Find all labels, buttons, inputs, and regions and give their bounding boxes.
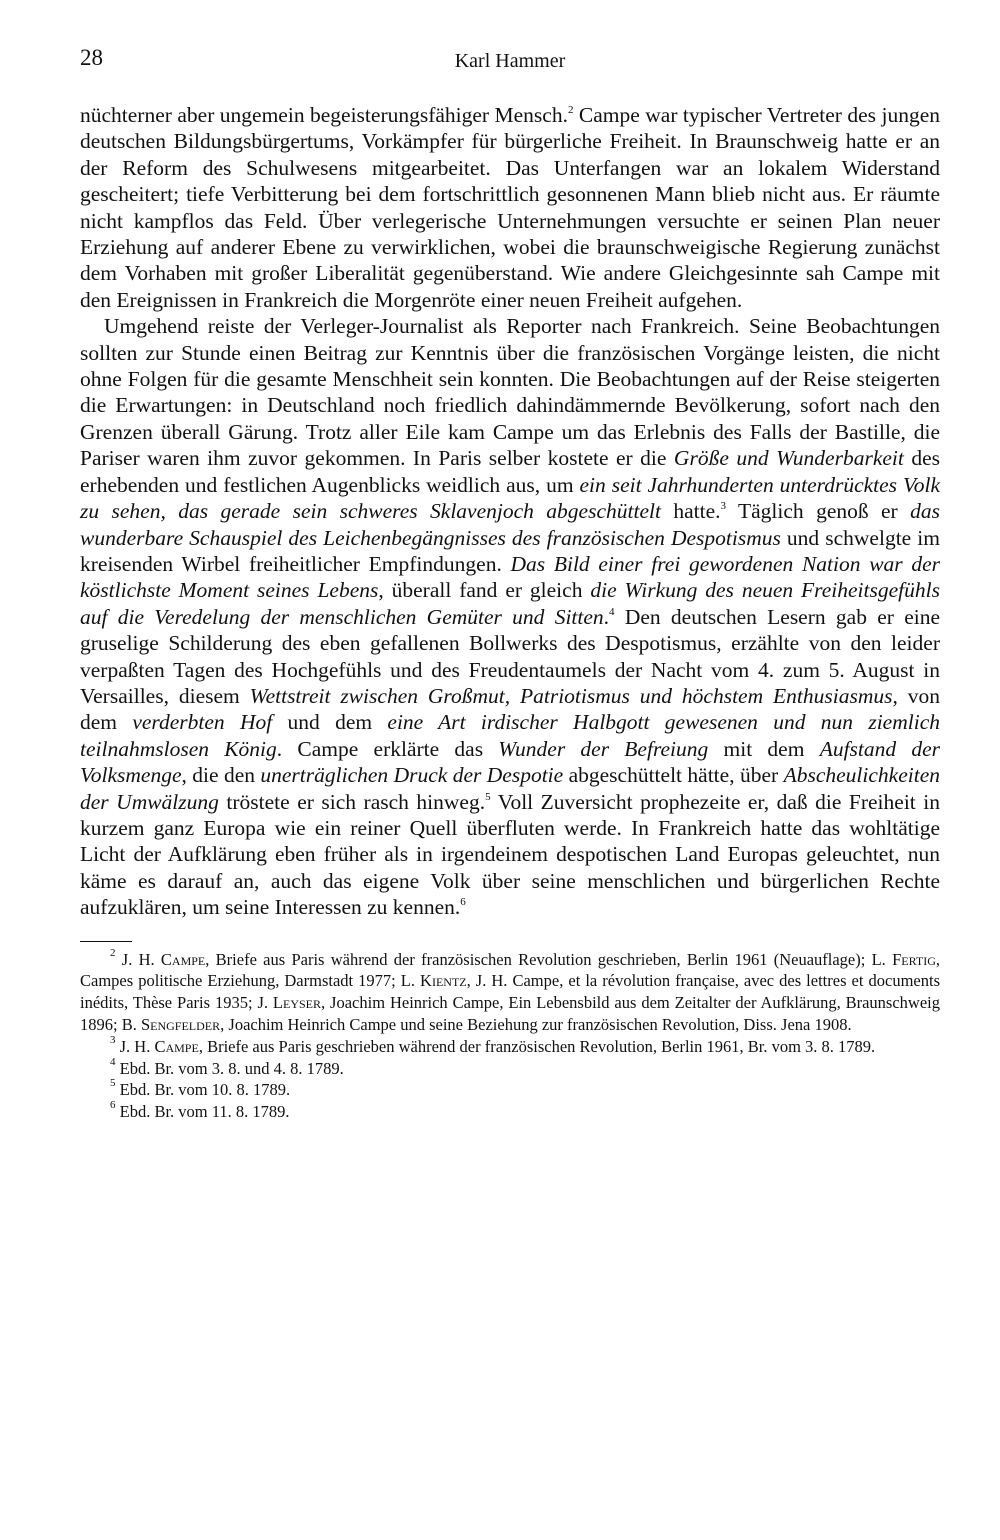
text-run: hatte. [660, 499, 721, 524]
italic-quote: eine Art irdischer Halbgott gewesenen und nun ziemlich teilnahmslosen König [80, 710, 940, 761]
text-run: , Joachim Heinrich Campe und seine Beziehung zur französischen Revolution, Diss. Jena 1908. [220, 1014, 852, 1034]
footnote-separator [80, 941, 132, 942]
footnote-marker: 3 [110, 1033, 116, 1046]
text-run: Täglich genoß er [726, 499, 911, 524]
italic-quote: das wunderbare Schauspiel des Leichenbegängnisses des französischen Despotismus [80, 499, 940, 550]
text-run: . [603, 604, 610, 629]
text-run: tröstete er sich rasch hinweg. [218, 789, 486, 814]
text-run: und dem [272, 710, 388, 735]
text-run: Umgehend reiste der Verleger-Journalist als Reporter nach Frankreich. Seine Beobachtungen sollten zur Stunde einen Beitrag zur Kenntnis über die französischen Vorgänge leisten, die nicht ohne Folgen für die gesamte Menschheit sein konnten. Die Beobachtungen auf der Reise steigerten die Erwartungen: in Deutschland noch friedlich dahindämmernde Bevölkerung, sofort nach den Grenzen überall Gärung. Trotz aller Eile kam Campe um das Erlebnis des Falls der Bastille, die Pariser waren ihm zuvor gekommen. In Paris selber kostete er die [80, 314, 940, 471]
footnote-marker: 6 [110, 1099, 116, 1112]
text-run: J. H. [115, 1036, 155, 1056]
text-run: Ebd. Br. vom 3. 8. und 4. 8. 1789. [115, 1058, 344, 1078]
running-head: Karl Hammer [454, 50, 566, 72]
footnotes [80, 946, 940, 1123]
text-run: nüchterner aber ungemein begeisterungsfähiger Mensch. [80, 103, 568, 127]
footnote [80, 1101, 940, 1123]
text-run: des erhebenden und festlichen Augenblicks weidlich aus, um [80, 446, 940, 497]
text-run: Campe war typischer Vertreter des jungen deutschen Bildungsbürgertums, Vorkämpfer für bürgerliche Freiheit. In Braunschweig hatte er an der Reform des Schulwesens mitgearbeitet. Das Unterfangen war an lokalem Widerstand gescheitert; tiefe Verbitterung bei dem fortschrittlich gesonnenen Mann blieb nicht aus. Er räumte nicht kampflos das Feld. Über verlegerische Unternehmungen versuchte er seinen Plan neuer Erziehung auf anderer Ebene zu verwirklichen, wobei die braunschweigische Regierung zunächst dem Vorhaben mit großer Liberalität gegenüberstand. Wie andere Gleichgesinnte sah Campe mit den Ereignissen in Frankreich die Morgenröte einer neuen Freiheit aufgehen. [80, 103, 941, 312]
text-run: J. H. [115, 949, 161, 969]
footnote-marker: 2 [110, 946, 116, 959]
footnote-marker: 6 [460, 896, 466, 909]
footnote [80, 1055, 940, 1080]
author-name: Kientz [420, 971, 467, 991]
text-run: Ebd. Br. vom 11. 8. 1789. [115, 1102, 290, 1122]
page-header [80, 40, 940, 80]
book-page [80, 40, 940, 1123]
text-run: mit dem [708, 736, 820, 761]
text-run: , die den [181, 763, 261, 788]
text-run: , Briefe aus Paris während der französischen Revolution geschrieben, Berlin 1961 (Neuauflage); L. [205, 949, 893, 969]
footnote-marker: 5 [485, 790, 491, 803]
author-name: Campe [154, 1036, 199, 1056]
italic-quote: Wettstreit zwischen Großmut, Patriotismus und höchstem Enthusiasmus [249, 683, 893, 708]
main-text [80, 102, 940, 921]
text-run: , Campes politische Erziehung, Darmstadt 1977; L. [80, 949, 940, 991]
footnote [80, 946, 940, 1036]
italic-quote: verderbten Hof [132, 710, 273, 735]
italic-quote: Wunder der Befreiung [498, 736, 709, 761]
text-run: , Joachim Heinrich Campe, Ein Lebensbild aus dem Zeitalter der Aufklärung, Braunschweig 1896; B. [80, 993, 940, 1034]
author-name: Campe [160, 949, 206, 969]
italic-quote: Aufstand der Volksmenge [80, 736, 941, 788]
footnote-marker: 3 [720, 500, 726, 513]
footnote-marker: 2 [567, 104, 574, 117]
author-name: Sengfelder [140, 1014, 221, 1034]
italic-quote: Abscheulichkeiten der Umwälzung [80, 763, 940, 814]
footnote [80, 1033, 940, 1058]
italic-quote: unerträglichen Druck der Despotie [260, 763, 564, 788]
italic-quote: Größe und Wunderbarkeit [673, 446, 904, 471]
italic-quote: die Wirkung des neuen Freiheitsgefühls auf die Veredelung der menschlichen Gemüter und Sitten [80, 578, 940, 629]
footnote-marker: 5 [110, 1077, 116, 1090]
paragraph [80, 313, 940, 920]
text-run: Den deutschen Lesern gab er eine gruselige Schilderung des eben gefallenen Bollwerks des Despotismus, erzählte von den leider verpaßten Tagen des Hochgefühls und des Freudentaumels der Nacht vom 4. zum 5. August in Versailles, diesem [80, 604, 940, 708]
text-run: , J. H. Campe, et la révolution française, avec des lettres et documents inédits, Thèse Paris 1935; J. [80, 971, 940, 1013]
paragraph [80, 102, 940, 313]
page-number: 28 [80, 45, 103, 70]
text-run: , Briefe aus Paris geschrieben während der französischen Revolution, Berlin 1961, Br. vom 3. 8. 1789. [198, 1036, 876, 1056]
author-name: Fertig [892, 949, 936, 969]
text-run: , überall fand er gleich [378, 578, 591, 603]
text-run: Ebd. Br. vom 10. 8. 1789. [115, 1080, 291, 1100]
footnote-marker: 4 [609, 605, 615, 618]
footnote-marker: 4 [110, 1055, 116, 1068]
text-run: abgeschüttelt hätte, über [563, 763, 784, 788]
italic-quote: ein seit Jahrhunderten unterdrücktes Volk zu sehen, das gerade sein schweres Sklavenjoch abgeschüttelt [80, 472, 941, 524]
author-name: Leyser [272, 993, 322, 1013]
italic-quote: Das Bild einer frei gewordenen Nation war der köstlichste Moment seines Lebens [80, 551, 940, 603]
footnote [80, 1079, 940, 1101]
text-run: und schwelgte im kreisenden Wirbel freiheitlicher Empfindungen. [80, 525, 940, 576]
text-run: Voll Zuversicht prophezeite er, daß die Freiheit in kurzem ganz Europa wie ein reiner Quell überfluten werde. In Frankreich hatte das wohltätige Licht der Aufklärung eben früher als in irgendeinem despotischen Land Europas geleuchtet, nun käme es darauf an, auch das eigene Volk über seine menschlichen und bürgerlichen Rechte aufzuklären, um seine Interessen zu kennen. [80, 789, 941, 920]
text-run: , von dem [80, 683, 940, 735]
text-run: . Campe erklärte das [276, 736, 499, 761]
